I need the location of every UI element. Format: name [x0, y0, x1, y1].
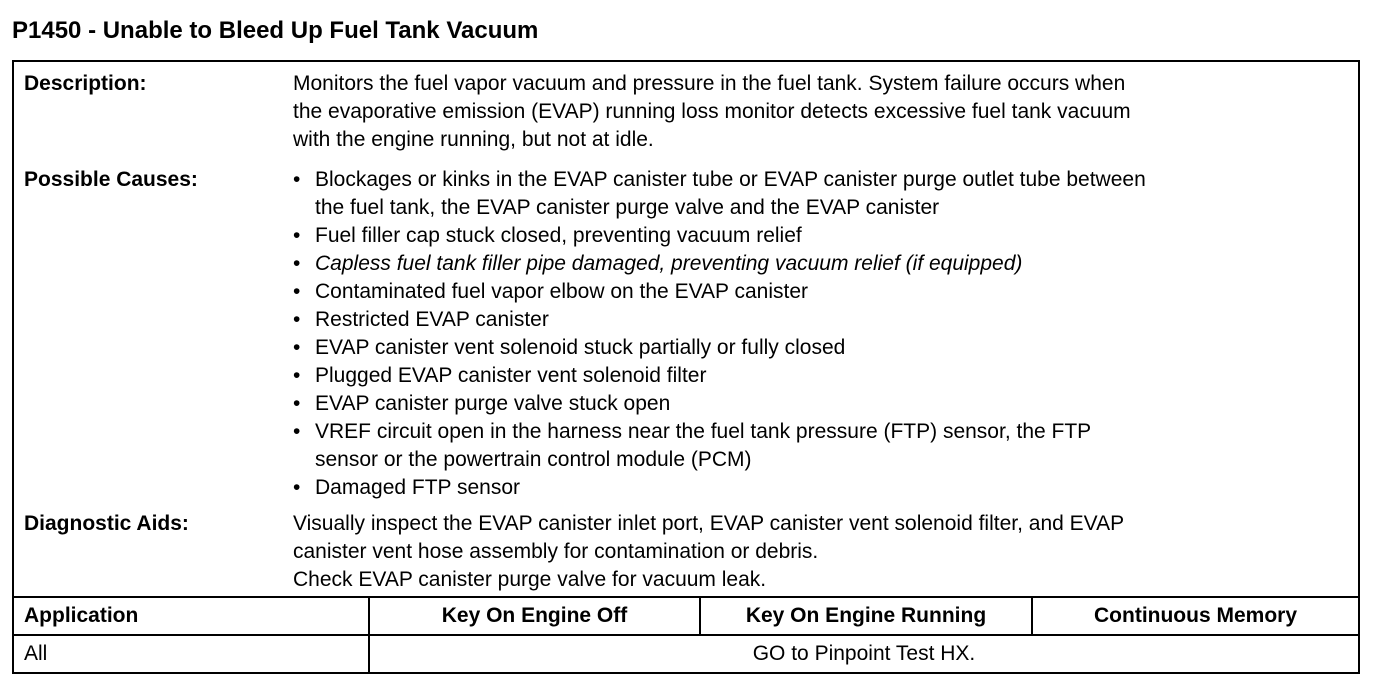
possible-causes-list — [293, 166, 1146, 502]
page-title: P1450 - Unable to Bleed Up Fuel Tank Vacuum — [12, 17, 539, 44]
table-header-continuous-memory: Continuous Memory — [1094, 604, 1297, 627]
bullet-icon: • — [293, 168, 301, 191]
description-line: Monitors the fuel vapor vacuum and pressure in the fuel tank. System failure occurs when — [293, 72, 1126, 95]
table-header-application: Application — [24, 604, 139, 627]
diagnostic-box — [12, 60, 1360, 674]
list-item — [293, 390, 1146, 418]
cause-line: Fuel filler cap stuck closed, preventing vacuum relief — [315, 224, 802, 247]
list-item — [293, 250, 1146, 278]
bullet-icon: • — [293, 308, 301, 331]
cause-line: EVAP canister vent solenoid stuck partially or fully closed — [315, 336, 846, 359]
description-line: with the engine running, but not at idle. — [293, 128, 654, 151]
diagnostic-aids-line: Visually inspect the EVAP canister inlet port, EVAP canister vent solenoid filter, and EVAP — [293, 512, 1125, 535]
list-item — [293, 362, 1146, 390]
bullet-icon: • — [293, 336, 301, 359]
cause-line: Plugged EVAP canister vent solenoid filter — [315, 364, 707, 387]
description-text — [293, 70, 1353, 154]
diagnostic-aids-line: canister vent hose assembly for contamination or debris. — [293, 540, 819, 563]
diagnostic-aids-line: Check EVAP canister purge valve for vacuum leak. — [293, 568, 767, 591]
table-header-koeo: Key On Engine Off — [441, 604, 628, 627]
bullet-icon: • — [293, 280, 301, 303]
possible-causes-label: Possible Causes: — [24, 168, 198, 191]
bullet-icon: • — [293, 224, 301, 247]
description-label: Description: — [24, 72, 147, 95]
cause-line: Restricted EVAP canister — [315, 308, 549, 331]
list-item — [293, 166, 1146, 222]
diagnostic-aids-label: Diagnostic Aids: — [24, 512, 189, 535]
diagnostic-aids-text — [293, 510, 1353, 594]
table-top-divider — [14, 596, 1358, 598]
table-cell-application: All — [24, 642, 48, 665]
list-item — [293, 474, 1146, 502]
bullet-icon: • — [293, 420, 301, 443]
list-item — [293, 334, 1146, 362]
bullet-icon: • — [293, 392, 301, 415]
cause-line: EVAP canister purge valve stuck open — [315, 392, 671, 415]
cause-line: Capless fuel tank filler pipe damaged, preventing vacuum relief (if equipped) — [315, 252, 1023, 275]
cause-line: the fuel tank, the EVAP canister purge valve and the EVAP canister — [315, 196, 940, 219]
description-line: the evaporative emission (EVAP) running loss monitor detects excessive fuel tank vacuum — [293, 100, 1131, 123]
bullet-icon: • — [293, 476, 301, 499]
cause-line: sensor or the powertrain control module (PCM) — [315, 448, 752, 471]
list-item — [293, 278, 1146, 306]
cause-line: Blockages or kinks in the EVAP canister tube or EVAP canister purge outlet tube between — [315, 168, 1146, 191]
cause-line: VREF circuit open in the harness near the fuel tank pressure (FTP) sensor, the FTP — [315, 420, 1092, 443]
bullet-icon: • — [293, 252, 301, 275]
list-item — [293, 306, 1146, 334]
cause-line: Damaged FTP sensor — [315, 476, 521, 499]
table-header-koer: Key On Engine Running — [745, 604, 987, 627]
list-item — [293, 222, 1146, 250]
table-row-divider — [14, 634, 1358, 636]
bullet-icon: • — [293, 364, 301, 387]
table-cell-action: GO to Pinpoint Test HX. — [752, 642, 976, 665]
cause-line: Contaminated fuel vapor elbow on the EVAP canister — [315, 280, 809, 303]
list-item — [293, 418, 1146, 474]
